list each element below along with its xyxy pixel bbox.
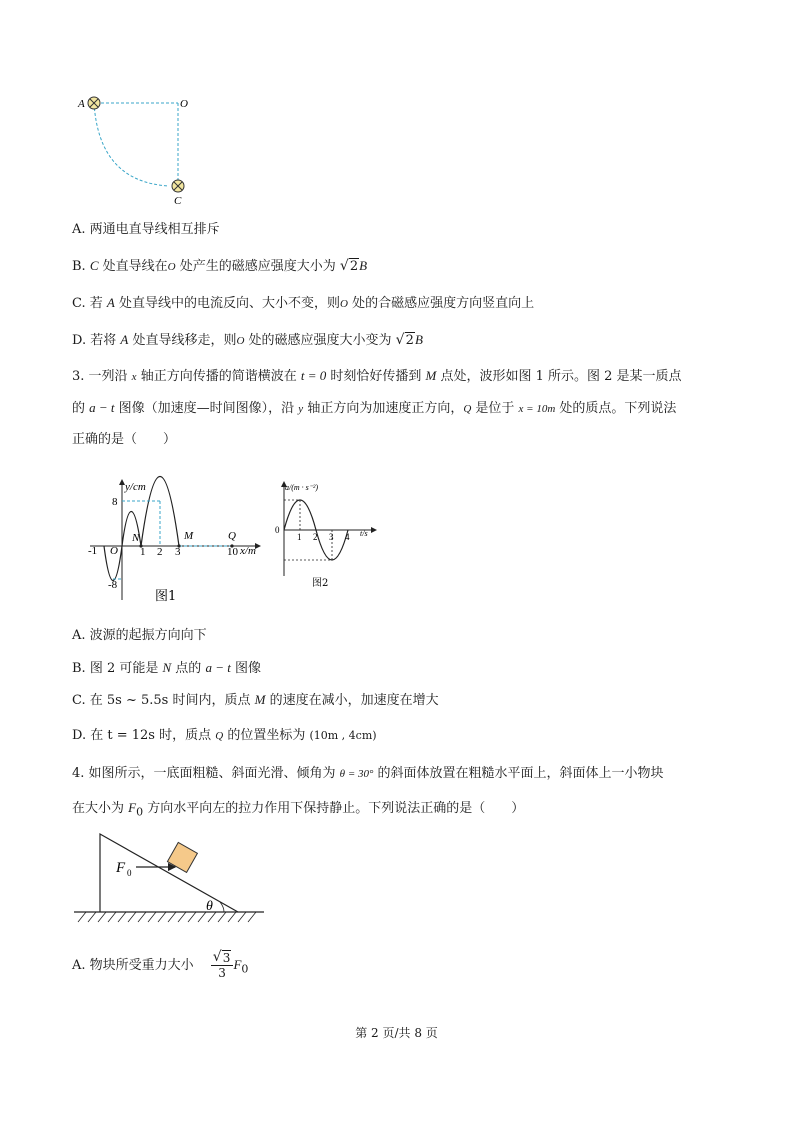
q4-stem-line1: 4. 如图所示，一底面粗糙、斜面光滑、倾角为 θ = 30° 的斜面体放置在粗糙水平面上，斜面体上一小物块 — [72, 766, 664, 781]
q3-option-A: A. 波源的起振方向向下 — [72, 628, 207, 643]
label-N: N — [132, 532, 140, 544]
q3-stem-line3: 正确的是（ ） — [72, 432, 177, 447]
tick-minus-1: -1 — [88, 545, 98, 557]
caption-fig1: 图1 — [155, 589, 177, 604]
ground-hatch — [78, 912, 256, 922]
incline-figure — [72, 830, 268, 930]
at-figure-2 — [272, 478, 382, 590]
force-label: F — [116, 860, 126, 876]
q2-figure — [74, 92, 204, 207]
page-footer: 第 2 页/共 8 页 — [355, 1026, 438, 1040]
q2-option-D: D. 若将 A 处直导线移走，则O 处的磁感应强度大小变为 √ 2B — [72, 330, 423, 351]
dashed-arc-AC — [94, 103, 169, 186]
x-axis-label: x/m — [240, 545, 256, 557]
q4-option-A: A. 物块所受重力大小 √ $\frac{3}{3}$ $F_0$ — [72, 950, 248, 985]
q3-option-B: B. 图 2 可能是 N 点的 a − t 图像 — [72, 660, 261, 676]
angle-theta-label: θ — [206, 899, 213, 914]
origin-label: O — [110, 545, 118, 557]
t-axis-label: t/s — [360, 529, 368, 538]
q3-option-D: D. 在 t = 12s 时，质点 Q 的位置坐标为 (10m , 4cm) — [72, 728, 377, 743]
q3-option-C: C. 在 5s ~ 5.5s 时间内，质点 M 的速度在减小，加速度在增大 — [72, 692, 439, 708]
q2-option-A: A. 两通电直导线相互排斥 — [72, 222, 220, 237]
tick-1: 1 — [140, 546, 146, 558]
tick-10: 10 — [227, 546, 238, 558]
wave-figure-1 — [80, 475, 270, 610]
tick-2: 2 — [157, 546, 163, 558]
label-A: A — [78, 98, 85, 110]
force-subscript: 0 — [127, 868, 132, 878]
q3-stem-line2: 的 a − t 图像（加速度—时间图像），沿 y 轴正方向为加速度正方向，Q 是位于 x = 10m 处的质点。下列说法 — [72, 400, 677, 416]
tick-8: 8 — [112, 496, 118, 508]
wire-A-icon — [88, 97, 100, 109]
label-C: C — [174, 195, 182, 207]
tick-2: 2 — [313, 532, 318, 542]
wire-C-icon — [172, 180, 184, 192]
q2-option-C: C. 若 A 处直导线中的电流反向、大小不变，则O 处的合磁感应强度方向竖直向上 — [72, 295, 535, 311]
tick-1: 1 — [297, 532, 302, 542]
fraction-sqrt3-over-3: √ $\frac{3}{3}$ — [211, 951, 234, 980]
tick-3: 3 — [329, 532, 334, 542]
q4-stem-line2: 在大小为 $F_0$ 方向水平向左的拉力作用下保持静止。下列说法正确的是（ ） — [72, 800, 525, 819]
label-O: O — [180, 98, 188, 110]
q3-stem-line1: 3. 一列沿 x 轴正方向传播的简谐横波在 t = 0 时刻恰好传播到 M 点处，波形如图 1 所示。图 2 是某一质点 — [72, 368, 682, 384]
q2-option-B: B. C 处直导线在O 处产生的磁感应强度大小为 √ 2B — [72, 256, 367, 277]
y-axis-label: y/cm — [125, 481, 146, 493]
label-Q: Q — [228, 530, 236, 542]
tick-0: 0 — [275, 525, 280, 535]
tick-3: 3 — [175, 546, 181, 558]
block-icon — [167, 842, 197, 872]
label-M: M — [184, 530, 194, 542]
tick-4: 4 — [345, 532, 350, 542]
tick-minus-8: -8 — [108, 579, 118, 591]
caption-fig2: 图2 — [312, 578, 329, 589]
a-axis-label: a/(m · s⁻²) — [285, 483, 319, 492]
